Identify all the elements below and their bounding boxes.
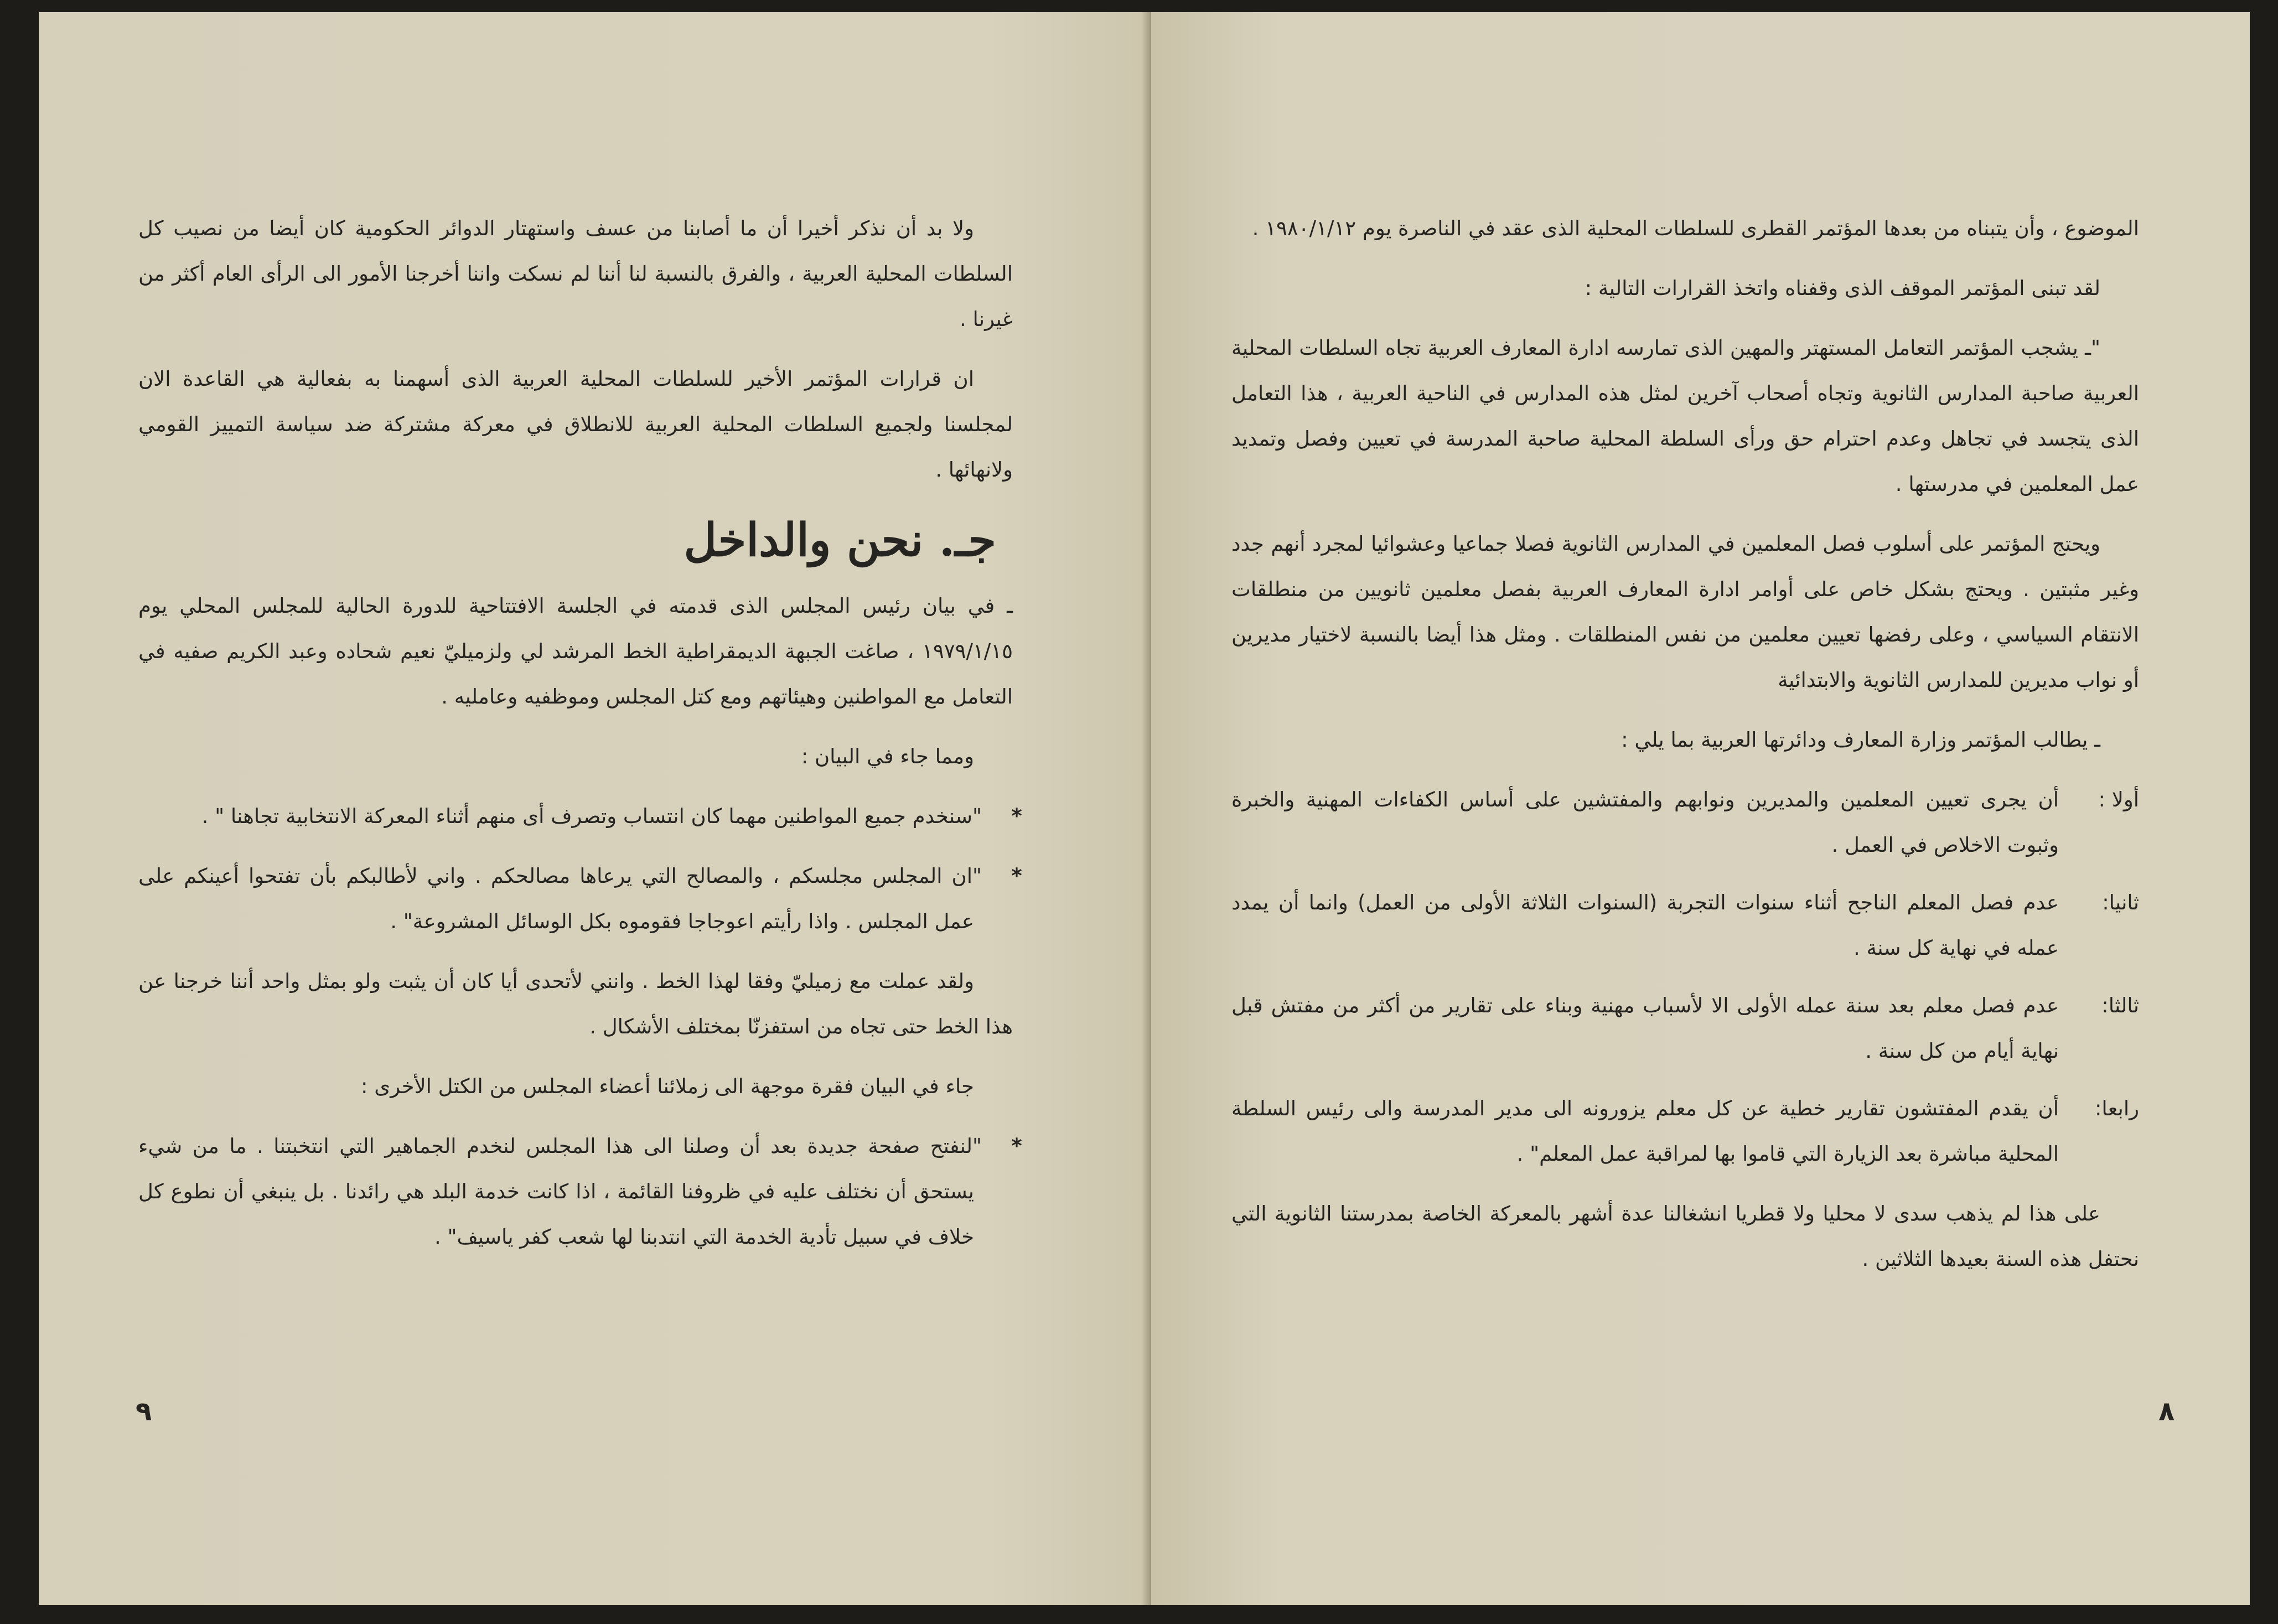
paragraph: ان قرارات المؤتمر الأخير للسلطات المحلية العربية الذى أسهمنا به بفعالية هي القاعدة الان لمجلسنا ولجميع السلطات المحلية العربية للانطلاق في معركة مشتركة ضد سياسة التمييز القومي ولانهائها . <box>138 367 1013 482</box>
star-bullet-icon: * <box>1011 1134 1022 1158</box>
item-text: أن يقدم المفتشون تقارير خطية عن كل معلم يزورونه الى مدير المدرسة والى رئيس السلطة المحلية مباشرة بعد الزيارة التي قاموا بها لمراقبة عمل المعلم" . <box>1231 1097 2059 1166</box>
star-bullet-icon: * <box>1011 804 1022 828</box>
paragraph: ـ يطالب المؤتمر وزارة المعارف ودائرتها العربية بما يلي : <box>1621 728 2100 752</box>
right-page-body <box>1231 206 2139 1296</box>
quote-text: "لنفتح صفحة جديدة بعد أن وصلنا الى هذا المجلس لنخدم الجماهير التي انتخبتنا . ما من شيء يستحق أن نختلف عليه في ظروفنا القائمة ، اذا كانت خدمة البلد هي رائدنا . بل ينبغي أن نطوع كل خلاف في سبيل تأدية الخدمة التي انتدبنا لها شعب كفر ياسيف" . <box>138 1134 982 1249</box>
page-number: ٨ <box>2158 1396 2175 1427</box>
left-page <box>39 12 1151 1605</box>
paragraph: الموضوع ، وأن يتبناه من بعدها المؤتمر القطرى للسلطات المحلية الذى عقد في الناصرة يوم ١٩٨٠/١/١٢ . <box>1252 216 2139 240</box>
list-item <box>1231 777 2139 868</box>
quote-item <box>138 1124 1022 1260</box>
item-label: ثانيا: <box>2102 891 2139 914</box>
paragraph: لقد تبنى المؤتمر الموقف الذى وقفناه واتخذ القرارات التالية : <box>1585 276 2100 300</box>
paragraph: جاء في البيان فقرة موجهة الى زملائنا أعضاء المجلس من الكتل الأخرى : <box>361 1074 974 1098</box>
list-item <box>1231 983 2139 1074</box>
item-label: رابعا: <box>2094 1097 2139 1120</box>
paragraph: ولا بد أن نذكر أخيرا أن ما أصابنا من عسف واستهتار الدوائر الحكومية كان أيضا من نصيب كل السلطات المحلية العربية ، والفرق بالنسبة لنا أننا لم نسكت واننا أخرجنا الأمور الى الرأى العام أكثر من غيرنا . <box>138 216 1013 331</box>
list-item <box>1231 880 2139 971</box>
paragraph: ويحتج المؤتمر على أسلوب فصل المعلمين في المدارس الثانوية فصلا جماعيا وعشوائيا لمجرد أنهم جدد وغير مثبتين . ويحتج بشكل خاص على أوامر ادارة المعارف العربية بفصل معلمين ثانويين من منطلقات الانتقام السياسي ، وعلى رفضها تعيين معلمين من نفس المنطلقات . ومثل هذا أيضا بالنسبة لاختيار مديرين أو نواب مديرين للمدارس الثانوية والابتدائية <box>1231 532 2139 692</box>
left-page-body <box>138 206 1022 1274</box>
paragraph: على هذا لم يذهب سدى لا محليا ولا قطريا انشغالنا عدة أشهر بالمعركة الخاصة بمدرستنا الثانوية التي نحتفل هذه السنة بعيدها الثلاثين . <box>1231 1202 2139 1271</box>
paragraph: ـ في بيان رئيس المجلس الذى قدمته في الجلسة الافتتاحية للدورة الحالية للمجلس المحلي يوم ١٩٧٩/١/١٥ ، صاغت الجبهة الديمقراطية الخط المرشد لي ولزميليّ نعيم شحاده وعبد الكريم صفيه في التعامل مع المواطنين وهيئاتهم ومع كتل المجلس وموظفيه وعامليه . <box>138 594 1013 708</box>
item-label: ثالثا: <box>2101 994 2139 1017</box>
paragraph: ومما جاء في البيان : <box>801 744 974 768</box>
paragraph: ولقد عملت مع زميليّ وفقا لهذا الخط . وانني لأتحدى أيا كان أن يثبت ولو بمثل واحد أننا خرجنا عن هذا الخط حتى تجاه من استفزنّا بمختلف الأشكال . <box>138 969 1013 1038</box>
quote-text: "ان المجلس مجلسكم ، والمصالح التي يرعاها مصالحكم . واني لأطالبكم بأن تفتحوا أعينكم على عمل المجلس . واذا رأيتم اعوجاجا فقوموه بكل الوسائل المشروعة" . <box>138 864 982 933</box>
section-heading: جـ. نحن والداخل <box>684 514 996 567</box>
star-bullet-icon: * <box>1011 864 1022 888</box>
item-text: أن يجرى تعيين المعلمين والمديرين ونوابهم والمفتشين على أساس الكفاءات المهنية والخبرة وثبوت الاخلاص في العمل . <box>1231 788 2059 857</box>
list-item <box>1231 1086 2139 1177</box>
item-text: عدم فصل المعلم الناجح أثناء سنوات التجربة (السنوات الثلاثة الأولى من العمل) وانما أن يمدد عمله في نهاية كل سنة . <box>1231 891 2059 960</box>
quote-text: "سنخدم جميع المواطنين مهما كان انتساب وتصرف أى منهم أثناء المعركة الانتخابية تجاهنا " . <box>201 804 982 828</box>
quote-item <box>138 794 1022 839</box>
item-label: أولا : <box>2098 788 2139 811</box>
item-text: عدم فصل معلم بعد سنة عمله الأولى الا لأسباب مهنية وبناء على تقارير من أكثر من مفتش قبل نهاية أيام من كل سنة . <box>1231 994 2059 1063</box>
paragraph: "ـ يشجب المؤتمر التعامل المستهتر والمهين الذى تمارسه ادارة المعارف العربية تجاه السلطات المحلية العربية صاحبة المدارس الثانوية وتجاه أصحاب آخرين لمثل هذه المدارس في الناحية العربية ، هذا التعامل الذى يتجسد في تجاهل وعدم احترام حق ورأى السلطة المحلية صاحبة المدرسة في تعيين وفصل وتمديد عمل المعلمين في مدرستها . <box>1231 336 2139 496</box>
page-number: ٩ <box>136 1396 152 1427</box>
quote-item <box>138 854 1022 944</box>
right-page <box>1151 12 2250 1605</box>
